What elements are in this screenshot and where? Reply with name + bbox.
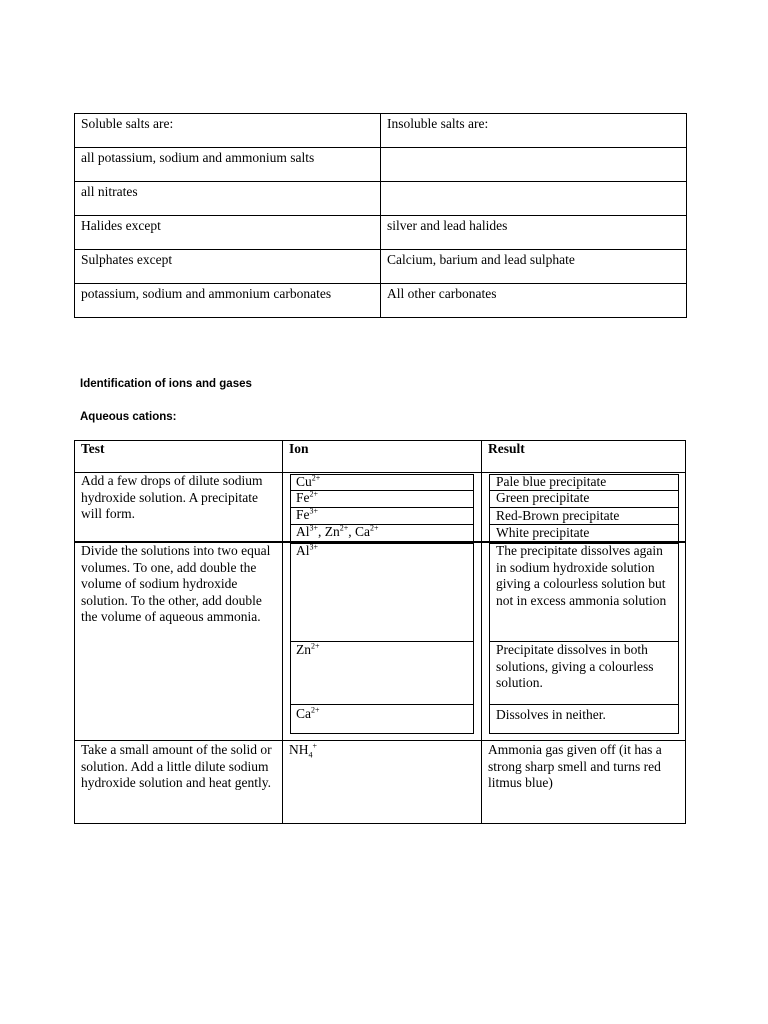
table-row xyxy=(75,114,687,148)
column-header-result: Result xyxy=(488,441,525,456)
ion-cell xyxy=(290,524,474,542)
result-text: Dissolves in neither. xyxy=(496,707,606,722)
insoluble-cell: Calcium, barium and lead sulphate xyxy=(381,250,687,284)
result-text: Green precipitate xyxy=(496,490,590,505)
result-text: Red-Brown precipitate xyxy=(496,508,620,523)
result-cell xyxy=(489,490,679,508)
column-header-ion: Ion xyxy=(289,441,309,456)
ion-formula: $Ca^{2+}$ xyxy=(296,705,320,721)
result-text: The precipitate dissolves again in sodium hydroxide solution giving a colourless solution but not in excess ammonia solution xyxy=(496,543,667,608)
ion-formula: $Al^{3+}$, $Zn^{2+}$, $Ca^{2+}$ xyxy=(296,523,379,539)
ion-formula: $Zn^{2+}$ xyxy=(296,641,320,657)
table-border xyxy=(74,440,686,441)
soluble-header: Soluble salts are: xyxy=(75,114,381,148)
column-header-test: Test xyxy=(81,441,105,456)
solubility-table xyxy=(74,113,687,318)
result-cell xyxy=(489,641,679,705)
test-description: Add a few drops of dilute sodium hydroxide solution. A precipitate will form. xyxy=(81,473,263,521)
insoluble-cell: All other carbonates xyxy=(381,284,687,318)
table-row xyxy=(75,182,687,216)
ion-formula: $Fe^{3+}$ xyxy=(296,506,319,522)
sub-heading: Aqueous cations: xyxy=(80,411,177,423)
row-divider xyxy=(74,740,686,741)
table-row xyxy=(75,216,687,250)
ion-cell xyxy=(290,507,474,525)
result-cell xyxy=(489,507,679,525)
soluble-cell: all potassium, sodium and ammonium salts xyxy=(75,148,381,182)
test-description: Divide the solutions into two equal volumes. To one, add double the volume of sodium hydroxide solution. To the other, add double the volume of aqueous ammonia. xyxy=(81,543,271,624)
test-description: Take a small amount of the solid or solution. Add a little dilute sodium hydroxide solution and heat gently. xyxy=(81,742,272,790)
ion-formula: $Fe^{2+}$ xyxy=(296,489,319,505)
result-cell xyxy=(489,474,679,491)
ion-cell xyxy=(290,704,474,734)
insoluble-header: Insoluble salts are: xyxy=(381,114,687,148)
ion-cell xyxy=(290,474,474,491)
ion-formula: $NH_4^+$ xyxy=(289,741,318,760)
ion-formula: $Al^{3+}$ xyxy=(296,542,319,558)
table-row xyxy=(75,284,687,318)
column-divider xyxy=(282,440,283,824)
ion-cell xyxy=(290,543,474,642)
ion-cell xyxy=(290,490,474,508)
result-text: White precipitate xyxy=(496,525,590,540)
ion-formula: $Cu^{2+}$ xyxy=(296,473,321,489)
soluble-cell: Halides except xyxy=(75,216,381,250)
insoluble-cell: silver and lead halides xyxy=(381,216,687,250)
table-border xyxy=(685,440,686,824)
soluble-cell: all nitrates xyxy=(75,182,381,216)
insoluble-cell xyxy=(381,148,687,182)
table-border xyxy=(74,440,75,824)
insoluble-cell xyxy=(381,182,687,216)
soluble-cell: potassium, sodium and ammonium carbonates xyxy=(75,284,381,318)
table-row xyxy=(75,250,687,284)
result-text: Precipitate dissolves in both solutions, giving a colourless solution. xyxy=(496,642,654,690)
result-cell xyxy=(489,543,679,642)
result-text: Pale blue precipitate xyxy=(496,474,607,489)
result-cell xyxy=(489,704,679,734)
column-divider xyxy=(481,440,482,824)
ion-cell xyxy=(290,641,474,705)
soluble-cell: Sulphates except xyxy=(75,250,381,284)
result-cell xyxy=(489,524,679,542)
section-heading: Identification of ions and gases xyxy=(80,378,252,390)
table-row xyxy=(75,148,687,182)
table-border xyxy=(74,823,686,824)
result-text: Ammonia gas given off (it has a strong sharp smell and turns red litmus blue) xyxy=(488,742,662,790)
